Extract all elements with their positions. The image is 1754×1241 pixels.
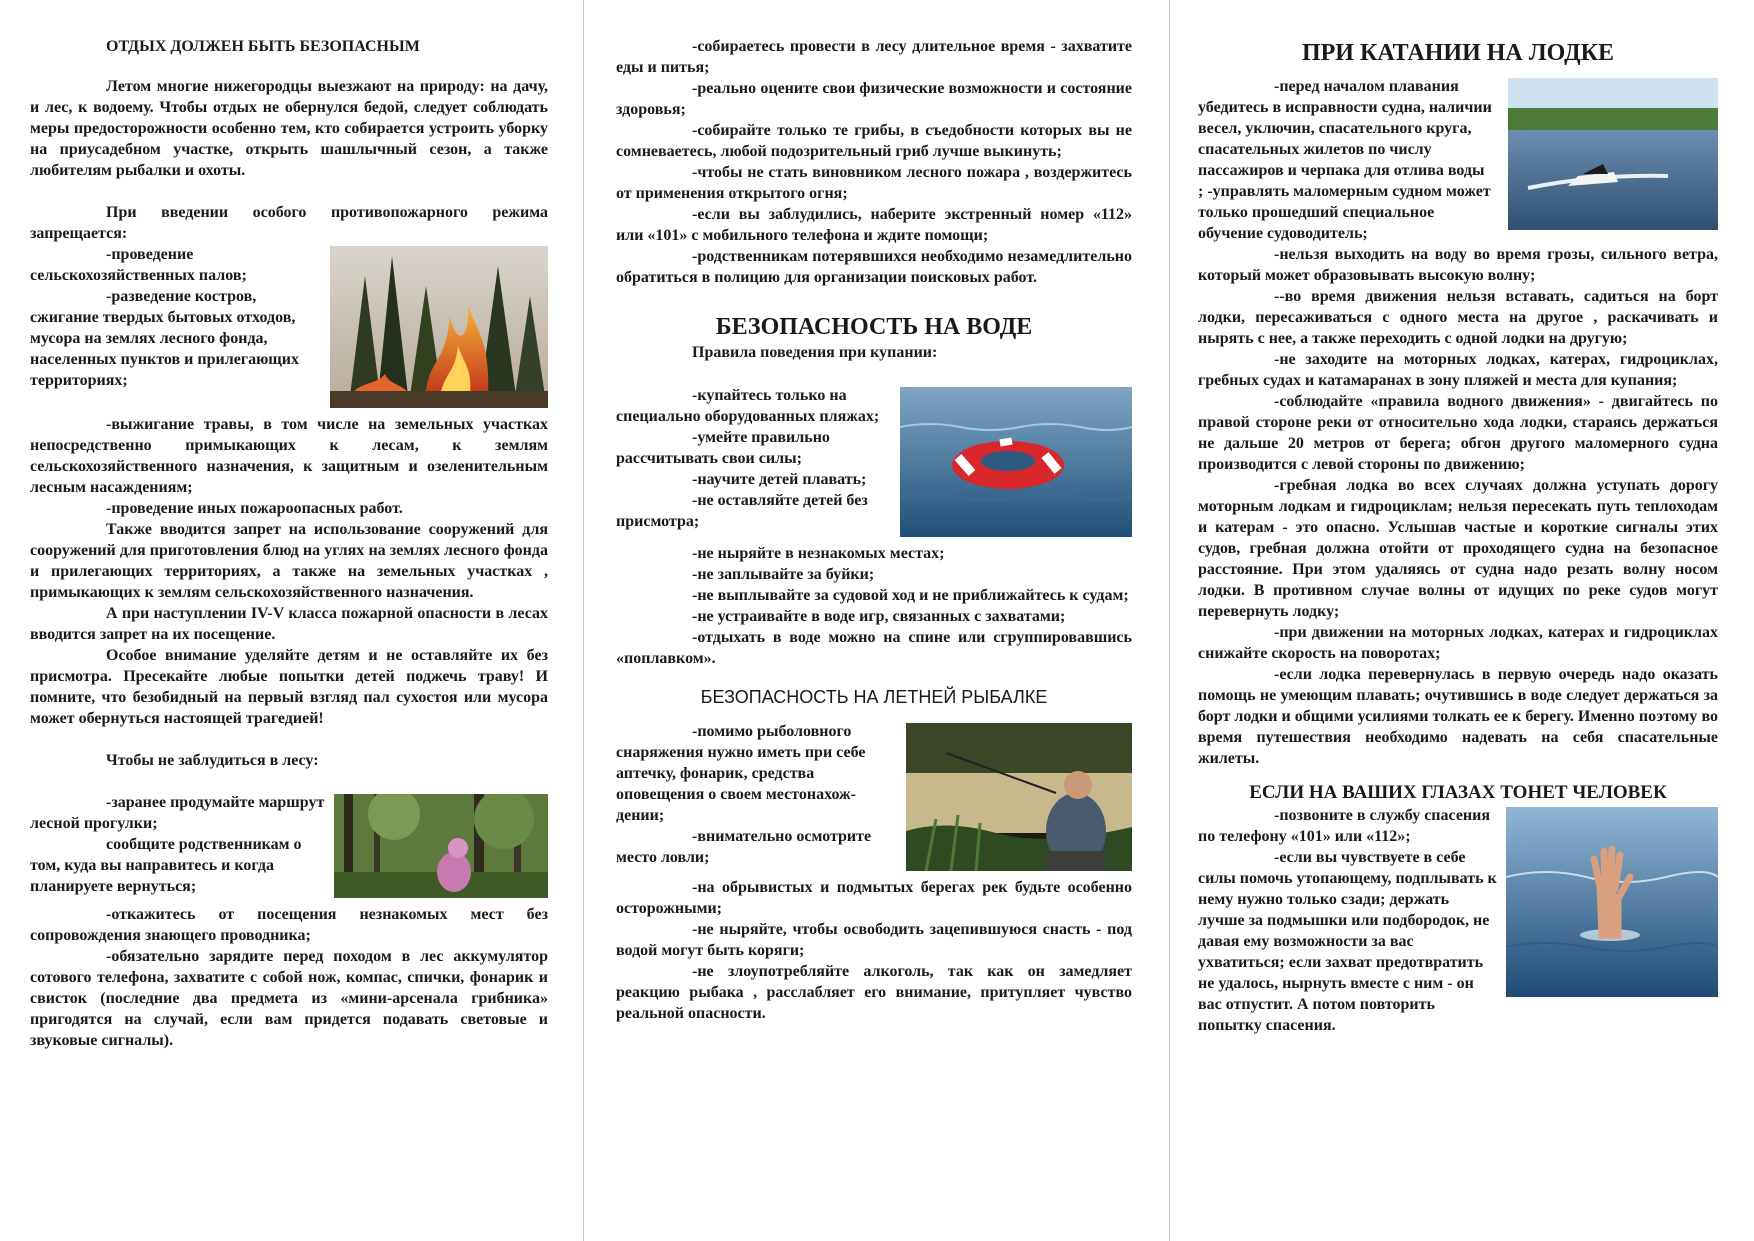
drowning-hand-photo bbox=[1506, 807, 1718, 997]
boat-item: --во время движения нельзя вставать, садиться на борт лодки, пересаживаться с одного места на другое , раскачивать и нырять с нее, а также переходить с одной лодки на другую; bbox=[1198, 288, 1718, 347]
boat-item: -соблюдайте «правила водного движения» - двигайтесь по правой стороне реки от относительно хода лодки, стараясь держаться не дальше 20 метров от берега; обгон другого маломерного судна производится с левой стороны по движению; bbox=[1198, 393, 1718, 473]
children-paragraph: Особое внимание уделяйте детям и не оставляйте их без присмотра. Пресекайте любые попытки детей поджечь траву! И помните, что безобидный на первый взгляд пал сухостоя или мусора может обернуться настоящей трагедией! bbox=[30, 647, 548, 727]
boat-item: -нельзя выходить на воду во время грозы, сильного ветра, который может образовывать высокую волну; bbox=[1198, 246, 1718, 284]
water-safety-title: БЕЗОПАСНОСТЬ НА ВОДЕ bbox=[715, 314, 1033, 340]
water-subtitle: Правила поведения при купании: bbox=[692, 344, 938, 361]
fishing-item: -на обрывистых и подмытых берегах рек будьте особенно осторожными; bbox=[616, 879, 1132, 917]
column-left bbox=[30, 0, 548, 1241]
forest-item: -собираетесь провести в лесу длительное время - захватите еды и питья; bbox=[616, 38, 1132, 76]
water-item: -отдыхать в воде можно на спине или сгруппировавшись «поплавком». bbox=[616, 629, 1132, 667]
drowning-item: -если вы чувствуете в себе силы помочь утопающему, подплывать к нему нужно только сзади; держать лучше за подмышки или подбородок, не давая ему возможности за вас ухватиться; если захват предотвратить не удалось, нырнуть вместе с ним - он вас отпустит. А потом повторить попытку спасения. bbox=[1198, 849, 1497, 1034]
water-item: -умейте правильно рассчитывать свои силы; bbox=[616, 429, 830, 467]
forest-item: -чтобы не стать виновником лесного пожара , воздержитесь от применения открытого огня; bbox=[616, 164, 1132, 202]
forest-item: -откажитесь от посещения незнакомых мест без сопровождения знающего проводника; bbox=[30, 906, 548, 944]
lost-in-forest-photo bbox=[334, 794, 548, 898]
drowning-title: ЕСЛИ НА ВАШИХ ГЛАЗАХ ТОНЕТ ЧЕЛОВЕК bbox=[1249, 782, 1667, 803]
fire-item: -проведение сельскохозяйственных палов; bbox=[30, 246, 247, 284]
fire-class-paragraph: А при наступлении IV-V класса пожарной опасности в лесах вводится запрет на их посещение. bbox=[30, 605, 548, 643]
forest-item: -родственникам потерявшихся необходимо незамедлительно обратиться в полицию для организации поисковых работ. bbox=[616, 248, 1132, 286]
rest-safety-title: ОТДЫХ ДОЛЖЕН БЫТЬ БЕЗОПАСНЫМ bbox=[106, 38, 420, 55]
water-item: -не ныряйте в незнакомых местах; bbox=[692, 545, 945, 562]
forest-fire-photo bbox=[330, 246, 548, 408]
cooking-ban-paragraph: Также вводится запрет на использование сооружений для сооружений для приготовления блюд на углях на землях лесного фонда и прилегающих территориях, а также на земельных участках , примыкающих к землям сельскохозяйственного назначения. bbox=[30, 521, 548, 601]
water-item: -не устраивайте в воде игр, связанных с захватами; bbox=[692, 608, 1066, 625]
fire-item: -выжигание травы, в том числе на земельных участках непосредственно примыкающих к лесам, к землям сельскохозяйственного назначения, к защитным и озеленительным лесным насаждениям; bbox=[30, 416, 548, 496]
fishing-item: -не ныряйте, чтобы освободить зацепившуюся снасть - под водой могут быть коряги; bbox=[616, 921, 1132, 959]
fishing-item: -внимательно осмотрите место ловли; bbox=[616, 828, 872, 866]
fishing-item: -не злоупотребляйте алкоголь, так как он замедляет реакцию рыбака , расслабляет его внимание, притупляет чувство реальной опасности. bbox=[616, 963, 1132, 1022]
intro-paragraph: Летом многие нижегородцы выезжают на природу: на дачу, и лес, к водоему. Чтобы отдых не обернулся бедой, следует соблюдать меры предосторожности особенно тем, кто собирается устроить уборку на приусадебном участке, открыть шашлычный сезон, а также любителям рыбалки и охоты. bbox=[30, 78, 548, 179]
boat-item: ; -управлять маломерным судном может только прошедший специальное обучение судоводитель; bbox=[1198, 183, 1491, 242]
motorboat-photo bbox=[1508, 78, 1718, 230]
forest-item: -если вы заблудились, наберите экстренный номер «112» или «101» с мобильного телефона и ждите помощи; bbox=[616, 206, 1132, 244]
column-right bbox=[1198, 0, 1718, 1241]
column-middle bbox=[616, 0, 1132, 1241]
forest-item: -обязательно зарядите перед походом в лес аккумулятор сотового телефона, захватите с собой нож, компас, спички, фонарик и свисток (последние два предмета из «мини-арсенала грибника» пригодятся на случай, если вам придется подавать световые и звуковые сигналы). bbox=[30, 948, 548, 1049]
fire-item: -разведение костров, сжигание твердых бытовых отходов, мусора на землях лесного фонда, населенных пунктов и прилегающих территориях; bbox=[30, 288, 300, 389]
boat-item: -не заходите на моторных лодках, катерах, гидроциклах, гребных судах и катамаранах в зону пляжей и места для купания; bbox=[1198, 351, 1718, 389]
forest-item: -собирайте только те грибы, в съедобности которых вы не сомневаетесь, любой подозрительный гриб лучше выкинуть; bbox=[616, 122, 1132, 160]
forest-lead: Чтобы не заблудиться в лесу: bbox=[106, 752, 319, 769]
lifebuoy-photo bbox=[900, 387, 1132, 537]
forest-continued-list bbox=[616, 36, 1132, 288]
boat-item: -гребная лодка во всех случаях должна уступать дорогу моторным лодкам и гидроциклам; нельзя пересекать путь теплоходам и катерам - это опасно. Услышав частые и короткие сигналы этих судов, гребная должна отойти от проходящего судна на безопасное расстояние. При этом удаляясь от судна надо резать волну носом лодки. В противном случае волны от идущих по реке судов могут перевернуть лодку; bbox=[1198, 477, 1718, 620]
fisherman-photo bbox=[906, 723, 1132, 871]
fishing-item: -помимо рыболовного снаряжения нужно иметь при себе аптечку, фонарик, средства оповещения о своем местонахож-дении; bbox=[616, 723, 866, 824]
water-item: -не заплывайте за буйки; bbox=[692, 566, 875, 583]
water-item: -не выплывайте за судовой ход и не приближайтесь к судам; bbox=[692, 587, 1129, 604]
boat-title: ПРИ КАТАНИИ НА ЛОДКЕ bbox=[1301, 40, 1615, 66]
boat-item: -перед началом плавания убедитесь в исправности судна, наличии весел, уключин, спасательного круга, спасательных жилетов по числу пассажиров и черпака для отлива воды bbox=[1198, 78, 1492, 179]
drowning-item: -позвоните в службу спасения по телефону «101» или «112»; bbox=[1198, 807, 1491, 845]
fold-line-left bbox=[583, 0, 584, 1241]
water-item: -не оставляйте детей без присмотра; bbox=[616, 492, 868, 530]
water-item: -купайтесь только на специально оборудованных пляжах; bbox=[616, 387, 880, 425]
fire-item: -проведение иных пожароопасных работ. bbox=[106, 500, 403, 517]
forest-item: -заранее продумайте маршрут лесной прогулки; bbox=[30, 794, 325, 832]
fishing-safety-title: БЕЗОПАСНОСТЬ НА ЛЕТНЕЙ РЫБАЛКЕ bbox=[700, 687, 1048, 707]
boat-item: -при движении на моторных лодках, катерах и гидроциклах снижайте скорость на поворотах; bbox=[1198, 624, 1718, 662]
fold-line-right bbox=[1169, 0, 1170, 1241]
fire-regime-lead: При введении особого противопожарного режима запрещается: bbox=[30, 204, 548, 242]
forest-item: -реально оцените свои физические возможности и состояние здоровья; bbox=[616, 80, 1132, 118]
forest-item: сообщите родственникам о том, куда вы направитесь и когда планируете вернуться; bbox=[30, 836, 302, 895]
boat-item: -если лодка перевернулась в первую очередь надо оказать помощь не умеющим плавать; очутившись в воде следует держаться за борт лодки и общими усилиями толкать ее к берегу. Именно поэтому во время путешествия необходимо надевать на себя спасательные жилеты. bbox=[1198, 666, 1718, 767]
water-item: -научите детей плавать; bbox=[692, 471, 867, 488]
